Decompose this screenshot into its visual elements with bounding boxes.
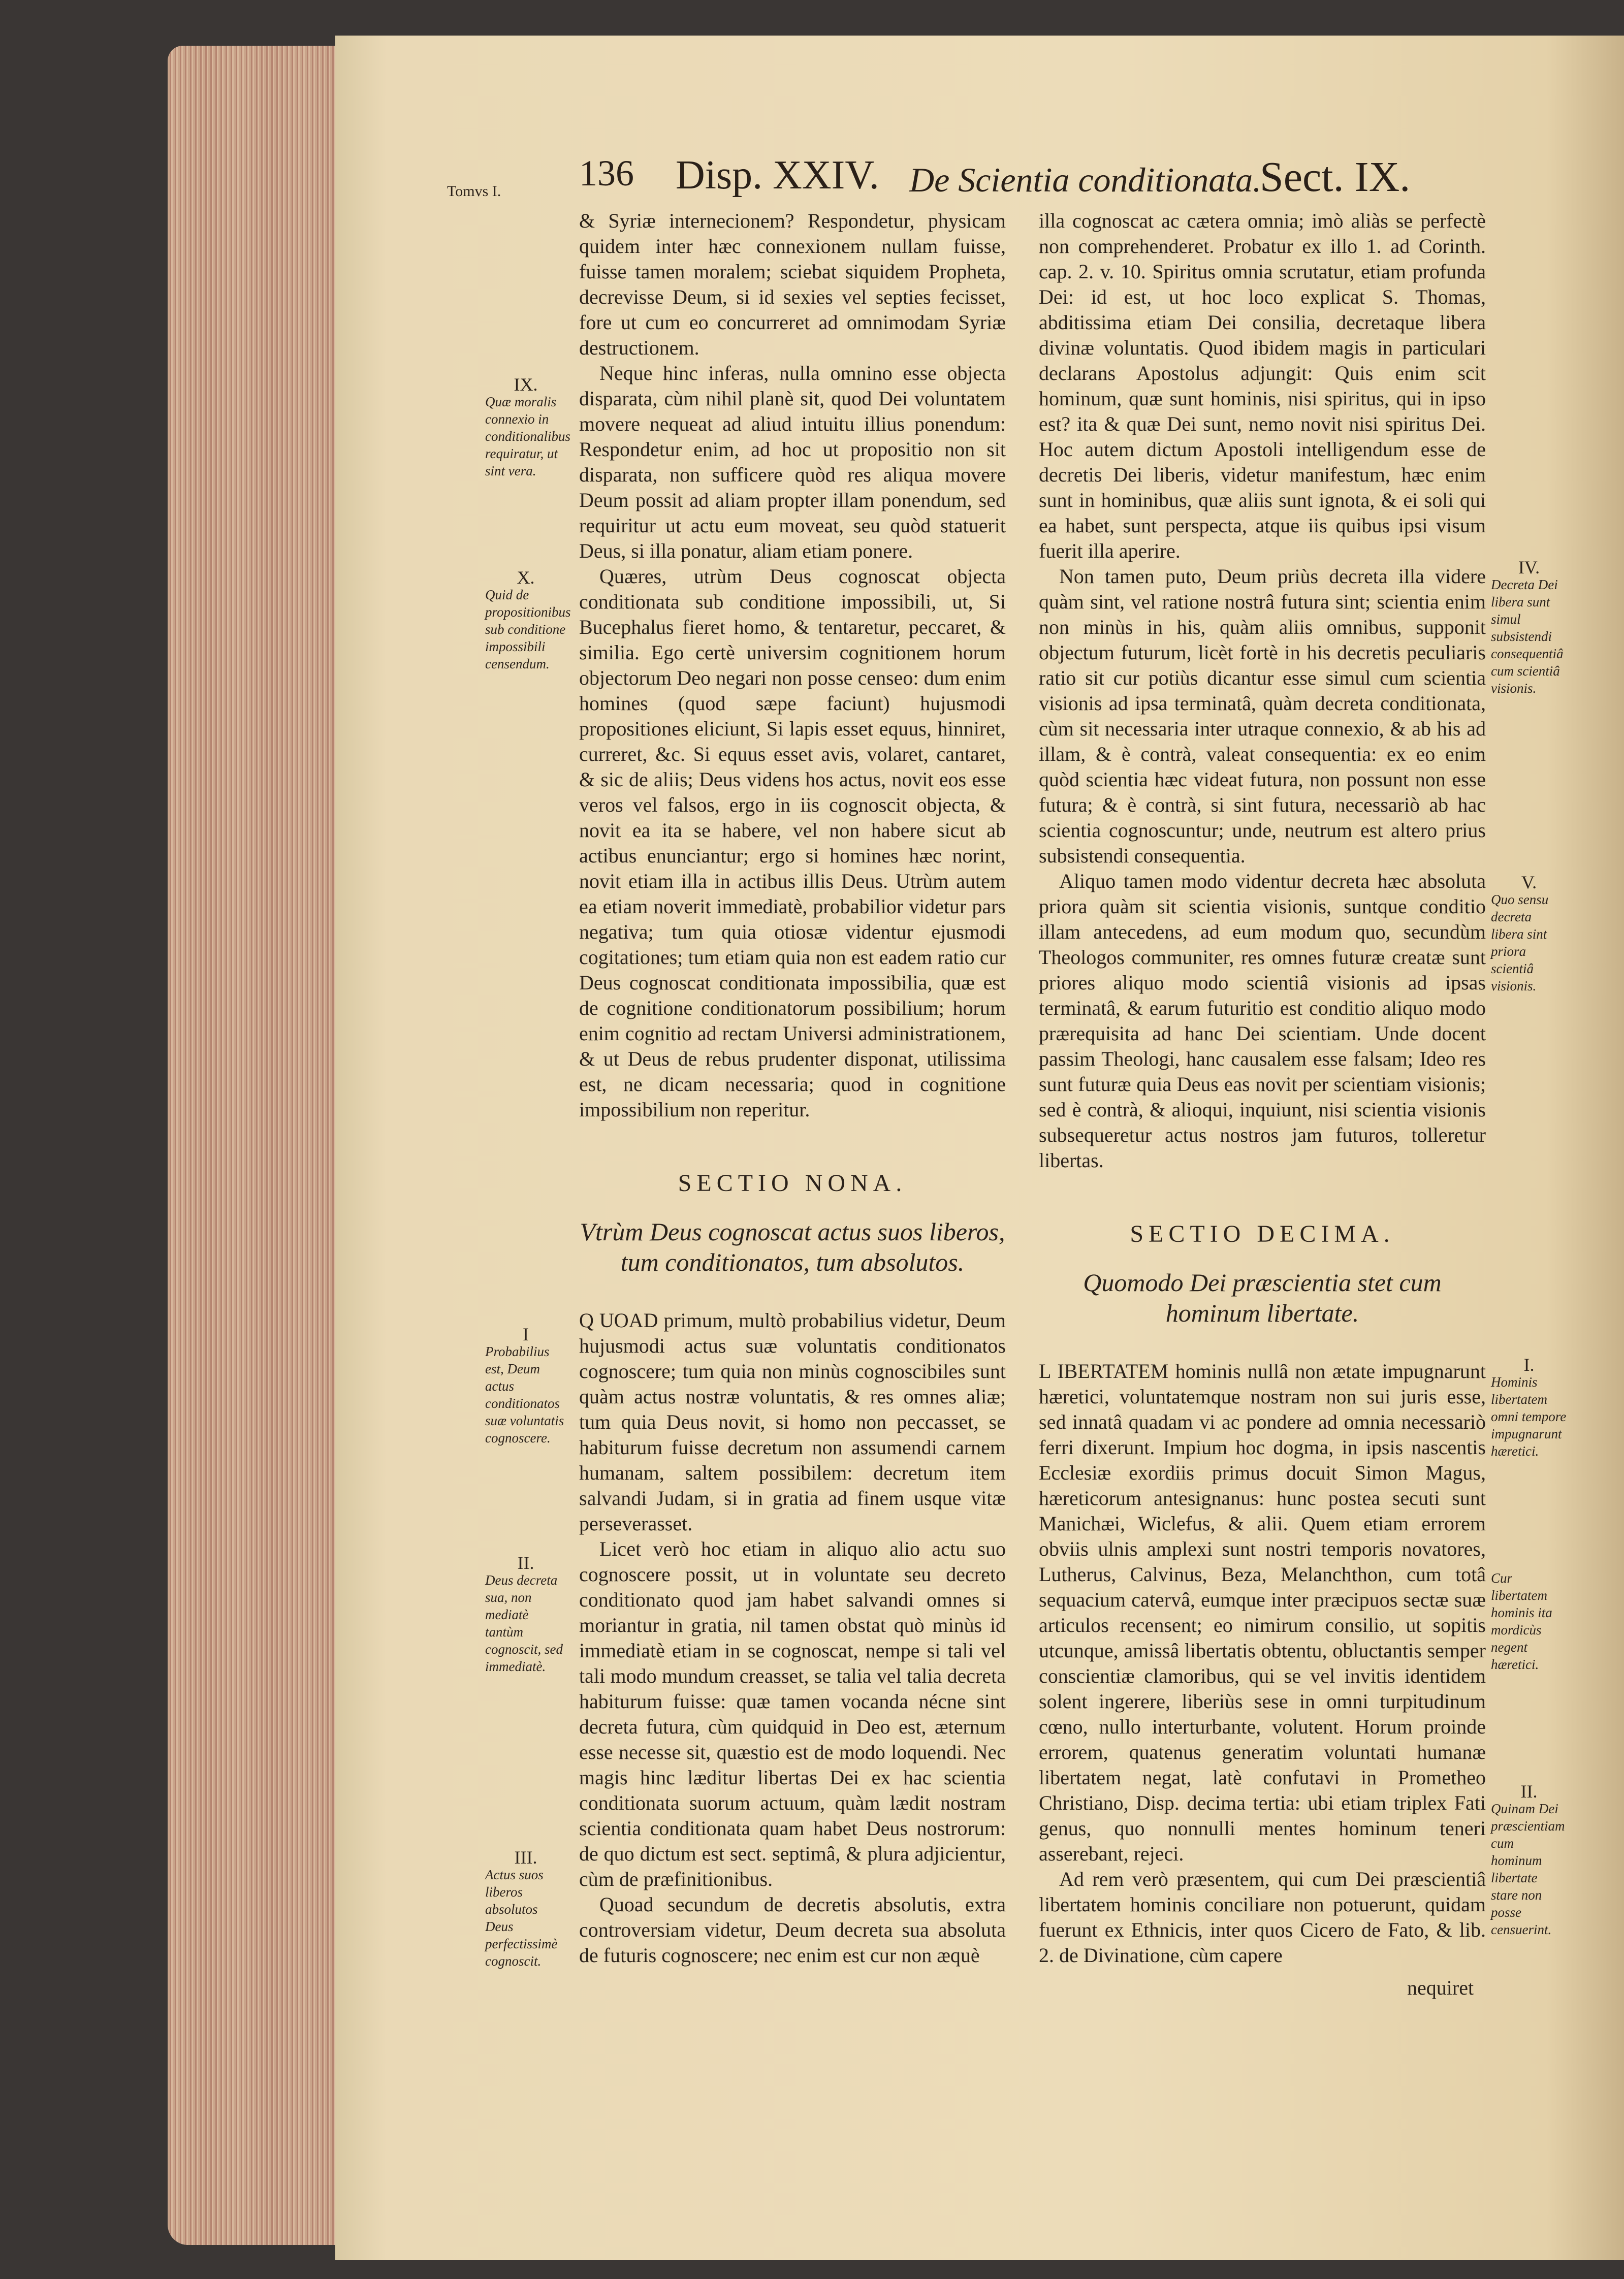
margin-note	[1491, 1356, 1567, 1460]
margin-note-number: II.	[1520, 1781, 1538, 1802]
section-heading: SECTIO DECIMA.	[1130, 1221, 1395, 1247]
margin-note	[1491, 874, 1567, 994]
margin-note-text: Actus suos liberos absolutos Deus perfectissimè cognoscit.	[485, 1867, 558, 1969]
section-subtitle: Vtrùm Deus cognoscat actus suos liberos, tum conditionatos, tum absolutos.	[580, 1217, 1005, 1276]
paragraph: Quoad secundum de decretis absolutis, extra controversiam videtur, Deum decreta sua absoluta de futuris cognoscere; nec enim est cur non æquè	[579, 1893, 1006, 1967]
paragraph: Q UOAD primum, multò probabilius videtur, Deum hujusmodi actus suæ voluntatis conditionatos cognoscere; tum quia non minùs cognoscibiles sunt quàm actus nostræ voluntatis, & res omnes aliæ; tum quia Deus novit, si homo non peccasset, se habiturum fuisse decretum non assumendi carnem humanam, saltem possibilem: decretum item salvandi Judam, si in gratia ad finem usque vitæ perseverasset.	[579, 1309, 1006, 1535]
margin-note-number: IV.	[1518, 557, 1540, 577]
paragraph: illa cognoscat ac cætera omnia; imò aliàs se perfectè non comprehenderet. Probatur ex illo 1. ad Corinth. cap. 2. v. 10. Spiritus omnia scrutatur, etiam profunda Dei: id est, ut hoc loco explicat S. Thomas, abditissima etiam Dei consilia, decretaque libera divinæ voluntatis. Quod ibidem magis in particulari declarans Apostolus adjungit: Quis enim scit hominum, quæ sunt hominis, nisi spiritus, qui in ipso est? ita & quæ Dei sunt, nemo novit nisi spiritus Dei. Hoc autem dictum Apostoli intelligendum esse de decretis Dei liberis, videtur manifestum, hæc enim sunt in hominibus, quæ aliis sunt ignota, & ei soli qui ea habet, sunt perspecta, atque iis quibus ipsi visum fuerit illa aperire.	[1039, 209, 1486, 562]
margin-note-number: III.	[514, 1847, 537, 1868]
margin-note-text: Deus decreta sua, non mediatè tantùm cognoscit, sed immediatè.	[485, 1572, 563, 1674]
margin-note-number: IX.	[514, 374, 538, 395]
margin-note-number: I.	[1523, 1355, 1535, 1375]
margin-note-text: Quinam Dei præscientiam cum hominum libertate stare non posse censuerint.	[1491, 1801, 1565, 1937]
margin-note	[485, 567, 571, 672]
margin-note-text: Quo sensu decreta libera sint priora scientiâ visionis.	[1491, 892, 1549, 993]
margin-note-text: Probabilius est, Deum actus conditionatos suæ voluntatis cognoscere.	[485, 1344, 564, 1446]
margin-note-number: I	[523, 1324, 529, 1344]
margin-note	[485, 1849, 566, 1970]
paragraph: Non tamen puto, Deum priùs decreta illa videre quàm sint, vel ratione nostrâ futura sint; scientia enim non minùs in his, quàm aliis omnibus, supponit objectum futurum, licèt fortè in his decretis peculiaris ratio sit cur potiùs dicantur esse simul cum scientia visionis ad ipsa terminatâ, quàm decreta conditionata, cùm sit necessaria inter utraque connexio, & ab his ad illam, & è contrà, valeat consequentia: ex eo enim quòd scientia hæc videat futura, non possunt non esse futura; & è contrà, si sint futura, necessariò ab hac scientia cognoscuntur; unde, neutrum est altero prius subsistendi consequentia.	[1039, 565, 1486, 867]
margin-note-text: Cur libertatem hominis ita mordicùs negent hæretici.	[1491, 1570, 1552, 1672]
margin-note	[485, 1554, 566, 1675]
book-page-edges	[168, 46, 335, 2245]
section-heading: SECTIO NONA.	[678, 1170, 907, 1197]
margin-note	[1491, 1783, 1567, 1938]
running-head-disp: Disp. XXIV.	[676, 153, 879, 198]
margin-note-text: Quæ moralis connexio in conditionalibus requiratur, ut sint vera.	[485, 394, 570, 478]
running-head-tomus: Tomvs I.	[447, 183, 501, 200]
margin-note-number: II.	[517, 1553, 534, 1573]
running-head-title: De Scientia conditionata.	[909, 161, 1262, 199]
paragraph: Licet verò hoc etiam in aliquo alio actu suo cognoscere possit, ut in voluntate seu decreto conditionato quod jam habet salvandi omnes si moriantur in gratia, nil tamen obstat quò minùs id immediatè etiam in se cognoscat, nempe si tali vel tali modo mundum creasset, se talia vel talia decreta habiturum fuisse: quæ tamen vocanda nécne sint decreta futura, cùm quidquid in Deo est, æternum esse necesse sit, quæstio est de modo loquendi. Nec magis hinc læditur libertas Dei ex hac scientia conditionata suorum actuum, quàm lædit nostram scientia conditionata quam habet Deus nostrorum: de quo dictum est sect. septimâ, & plura adjicientur, cùm de præfinitionibus.	[579, 1537, 1006, 1890]
right-column	[1039, 208, 1486, 1968]
margin-note	[1491, 1569, 1567, 1673]
paragraph: L IBERTATEM hominis nullâ non ætate impugnarunt hæretici, voluntatemque nostram non sui juris esse, sed innatâ quadam vi ac pondere ad omnia necessariò ferri dixerunt. Impium hoc dogma, in ipsis nascentis Ecclesiæ exordiis primus docuit Simon Magus, hæreticorum antesignanus: hunc postea secuti sunt Manichæi, Wiclefus, & alii. Quem etiam errorem obviis ulnis amplexi sunt nostri temporis novatores, Lutherus, Calvinus, Beza, Melanchthon, cum totâ sequacium catervâ, eumque inter præcipuos sectæ suæ articulos recensent; eo nimirum consilio, ut sopitis utcunque, amissâ libertatis obtentu, obluctantis semper conscientiæ clamoribus, qui se vel invitis identidem solent ingerere, liberiùs sese in omni turpitudinum cœno, nullo interturbante, volutent. Horum proinde errorem, quatenus generatim voluntati humanæ libertatem negat, latè confutavi in Prometheo Christiano, Disp. decima tertia: ubi etiam triplex Fati genus, quo nonnulli mentes hominum teneri asserebant, rejeci.	[1039, 1360, 1486, 1865]
margin-note	[485, 1326, 566, 1447]
catchword: nequiret	[1407, 1976, 1474, 1999]
margin-note	[485, 374, 570, 479]
margin-note-text: Quid de propositionibus sub conditione impossibili censendum.	[485, 587, 571, 671]
page-number: 136	[579, 153, 634, 194]
paragraph: Neque hinc inferas, nulla omnino esse objecta disparata, cùm nihil planè sit, quod Dei voluntatem movere nequeat ad aliud intuitu illius ponendum: Respondetur enim, ad hoc ut propositio non sit disparata, non sufficere quòd res aliqua movere Deum possit ad aliam propter illam ponendum, sed requiritur ut actu eum moveat, seu quòd statuerit Deus, si illa ponatur, aliam etiam ponere.	[579, 362, 1006, 562]
margin-note-text: Hominis libertatem omni tempore impugnarunt hæretici.	[1491, 1374, 1567, 1459]
margin-note	[1491, 559, 1567, 697]
paragraph: Ad rem verò præsentem, qui cum Dei præscientiâ libertatem hominis conciliare non potuerunt, quidam fuerunt ex Ethnicis, inter quos Cicero de Fato, & lib. 2. de Divinatione, cùm capere	[1039, 1868, 1486, 1967]
margin-note-number: V.	[1521, 872, 1537, 892]
left-column	[579, 208, 1006, 1968]
paragraph: Quæres, utrùm Deus cognoscat objecta conditionata sub conditione impossibili, ut, Si Bucephalus fieret homo, & tentaretur, peccaret, & similia. Ego certè universim cognitionem horum objectorum Deo negari non posse censeo: dum enim homines (quod sæpe faciunt) hujusmodi propositiones eliciunt, Si lapis esset equus, hinniret, curreret, &c. Si equus esset avis, volaret, cantaret, & sic de aliis; Deus videns hos actus, novit eos esse veros vel falsos, ergo in iis cognoscit objecta, & novit ea ita se habere, vel non habere sicut ab actibus enunciantur; ergo si homines hæc norint, novit etiam illa in actibus illis Deus. Utrùm autem ea etiam noverit immediatè, probabilior videtur pars negativa; tum quia otiosæ videntur ejusmodi cogitationes; tum etiam quia non est eadem ratio cur Deus cognoscat conditionata impossibilia, quæ est de cognitione conditionatorum possibilium; horum enim cognitio ad rectam Universi administrationem, & ut Deus de rebus prudenter disponat, utilissima est, ne dicam necessaria; quod in cognitione impossibilium non reperitur.	[579, 565, 1006, 1121]
margin-note-text: Decreta Dei libera sunt simul subsistendi consequentiâ cum scientiâ visionis.	[1491, 577, 1564, 696]
paragraph: & Syriæ internecionem? Respondetur, physicam quidem inter hæc connexionem nullam fuisse, fuisse tamen moralem; sciebat siquidem Propheta, decrevisse Deum, si id sexies vel septies fecisset, fore ut cum eo concurreret ad omnimodam Syriæ destructionem.	[579, 209, 1006, 359]
section-subtitle: Quomodo Dei præscientia stet cum hominum libertate.	[1083, 1268, 1442, 1327]
paragraph: Aliquo tamen modo videntur decreta hæc absoluta priora quàm sit scientia visionis, suntque conditio illam antecedens, ad eum modum quo, secundùm Theologos communiter, res omnes futuræ creatæ sunt priores aliquo modo scientiâ visionis ad ipsas terminatâ, & earum futuritio est conditio aliquo modo prærequisita ad hanc Dei scientiam. Unde docent passim Theologi, hanc causalem esse falsam; Ideo res sunt futuræ quia Deus eas novit per scientiam visionis; sed è contrà, & alioqui, inquiunt, nisi scientia visionis subsequeretur actus nostros jam futuros, tolleretur libertas.	[1039, 870, 1486, 1172]
running-head-sect: Sect. IX.	[1260, 153, 1411, 201]
margin-note-number: X.	[517, 567, 535, 588]
